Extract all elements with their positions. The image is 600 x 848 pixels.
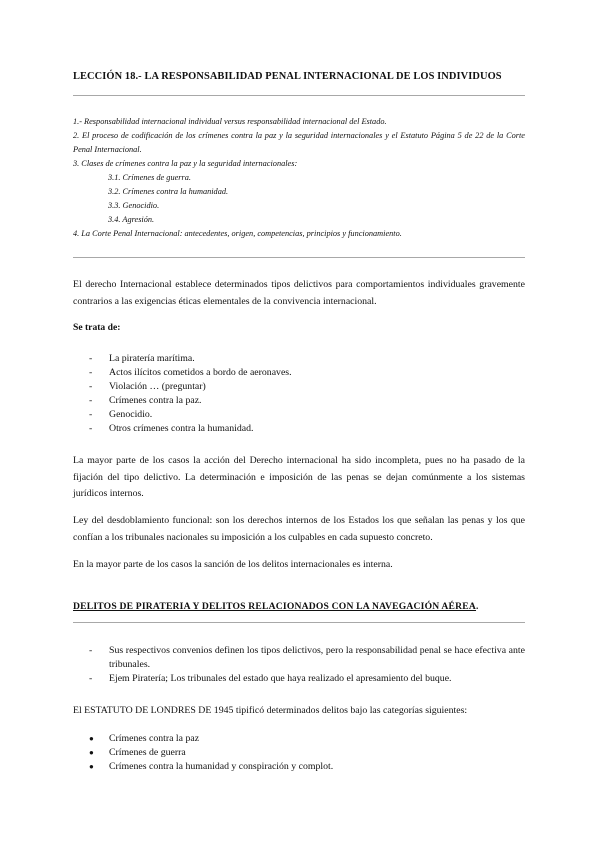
dash-marker: - [89,409,93,420]
paragraph-desdoblamiento: Ley del desdoblamiento funcional: son los derechos internos de los Estados los que señalan las penas y los que confían a los tribunales nacionales su imposición a los culpables en cada supuesto concreto. [73,515,525,543]
table-of-contents [73,115,525,241]
list-item: ● Crímenes de guerra [89,747,186,758]
list-item: - Genocidio. [89,409,153,420]
estatuto-paragraph: El ESTATUTO DE LONDRES DE 1945 tipificó determinados delitos bajo las categorías siguientes: [73,705,468,716]
toc-item: 2. El proceso de codificación de los crímenes contra la paz y la seguridad internacionales y el Estatuto Página 5 de 22 de la Corte Penal Internacional. [73,131,525,154]
list-item: ● Crímenes contra la humanidad y conspiración y complot. [89,761,334,772]
bullet-marker: ● [89,748,94,757]
list-item: - Ejem Piratería; Los tribunales del estado que haya realizado el apresamiento del buque. [89,673,452,684]
toc-subitem: 3.3. Genocidio. [108,201,160,210]
bullet-marker: ● [89,762,94,771]
dash-marker: - [89,381,93,392]
dash-marker: - [89,645,93,656]
lesson-title: LECCIÓN 18.- LA RESPONSABILIDAD PENAL INTERNACIONAL DE LOS INDIVIDUOS [73,71,502,82]
toc-item: 1.- Responsabilidad internacional individual versus responsabilidad internacional del Estado. [73,117,387,126]
dash-marker: - [89,423,93,434]
toc-subitem: 3.1. Crímenes de guerra. [108,173,191,182]
estatuto-list [73,732,525,774]
toc-subitem: 3.2. Crímenes contra la humanidad. [108,187,229,196]
toc-item: 4. La Corte Penal Internacional: antecedentes, origen, competencias, principios y funcionamiento. [73,229,402,238]
dash-marker: - [89,353,93,364]
intro-paragraph: El derecho Internacional establece determinados tipos delictivos para comportamientos individuales gravemente contrarios a las exigencias éticas elementales de la convivencia internacional. [73,279,525,307]
list-item: - Sus respectivos convenios definen los tipos delictivos, pero la responsabilidad penal se hace efectiva ante tribunales. [89,645,525,670]
se-trata-heading: Se trata de: [73,322,121,333]
list-item: - Violación … (preguntar) [89,381,206,392]
list-item: - Crímenes contra la paz. [89,395,202,406]
toc-item: 3. Clases de crímenes contra la paz y la seguridad internacionales: [73,159,298,168]
list-item: ● Crímenes contra la paz [89,733,200,744]
section-heading: DELITOS DE PIRATERIA Y DELITOS RELACIONADOS CON LA NAVEGACIÓN AÉREA. [73,601,479,612]
bullet-marker: ● [89,734,94,743]
list-item: - La piratería marítima. [89,353,195,364]
list-item: - Otros crímenes contra la humanidad. [89,423,254,434]
paragraph-sancion: En la mayor parte de los casos la sanción de los delitos internacionales es interna. [73,559,393,570]
section-list [73,644,525,686]
divider [73,95,525,96]
list-item: - Actos ilícitos cometidos a bordo de aeronaves. [89,367,292,378]
se-trata-list [73,352,525,436]
dash-marker: - [89,673,93,684]
divider [73,257,525,258]
dash-marker: - [89,367,93,378]
dash-marker: - [89,395,93,406]
toc-subitem: 3.4. Agresión. [108,215,155,224]
paragraph-mayor-parte: La mayor parte de los casos la acción del Derecho internacional ha sido incompleta, pues no ha pasado de la fijación del tipo delictivo. La determinación e imposición de las penas se dejan comúnmente a los sistemas jurídicos internos. [73,455,525,499]
divider [73,622,525,623]
